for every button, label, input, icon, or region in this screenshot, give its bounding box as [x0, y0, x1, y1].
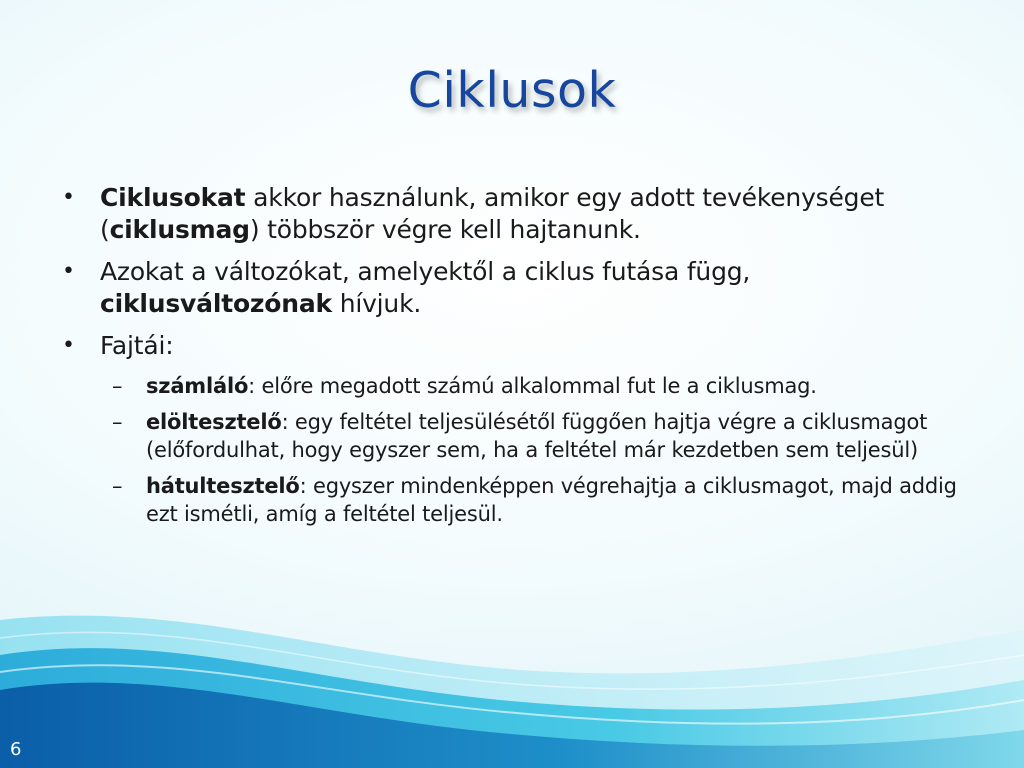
- bullet-marker: •: [62, 333, 75, 358]
- sub-list-item: [62, 472, 982, 528]
- bold-term: számláló: [146, 374, 249, 398]
- text-segment: ) többször végre kell hajtanunk.: [249, 215, 641, 244]
- text-segment: : előre megadott számú alkalommal fut le a ciklusmag.: [248, 374, 817, 398]
- dash-marker: –: [112, 374, 123, 398]
- bullet-marker: •: [62, 185, 75, 210]
- sub-list-item: [62, 372, 982, 400]
- text-segment: Azokat a változókat, amelyektől a ciklus futása függ,: [100, 257, 751, 286]
- sub-list-item: [62, 408, 982, 464]
- bold-term: elöltesztelő: [146, 410, 282, 434]
- text-segment: hívjuk.: [331, 289, 422, 318]
- page-number: 6: [10, 739, 22, 760]
- text-segment: Fajtái:: [100, 331, 174, 360]
- dash-marker: –: [112, 410, 123, 434]
- text-segment: akkor használunk, amikor egy adott tevékenységet (: [100, 183, 885, 244]
- sub-bullet-list: [62, 372, 982, 528]
- wave-background: [0, 560, 1024, 768]
- list-item: [62, 182, 982, 246]
- bullet-marker: •: [62, 259, 75, 284]
- bold-term: hátultesztelő: [146, 474, 300, 498]
- bold-term: ciklusmag: [109, 215, 250, 244]
- bold-term: Ciklusokat: [100, 183, 246, 212]
- list-item: [62, 330, 982, 362]
- slide-title: Ciklusok: [407, 62, 617, 119]
- dash-marker: –: [112, 474, 123, 498]
- slide-content: [62, 182, 982, 536]
- bullet-list: [62, 182, 982, 362]
- list-item: [62, 256, 982, 320]
- bold-term: ciklusváltozónak: [100, 289, 332, 318]
- text-segment: : egy feltétel teljesülésétől függően hajtja végre a ciklusmagot (előfordulhat, hogy egyszer sem, ha a feltétel már kezdetben sem teljesül): [146, 410, 928, 462]
- text-segment: : egyszer mindenképpen végrehajtja a ciklusmagot, majd addig ezt ismétli, amíg a feltétel teljesül.: [146, 474, 957, 526]
